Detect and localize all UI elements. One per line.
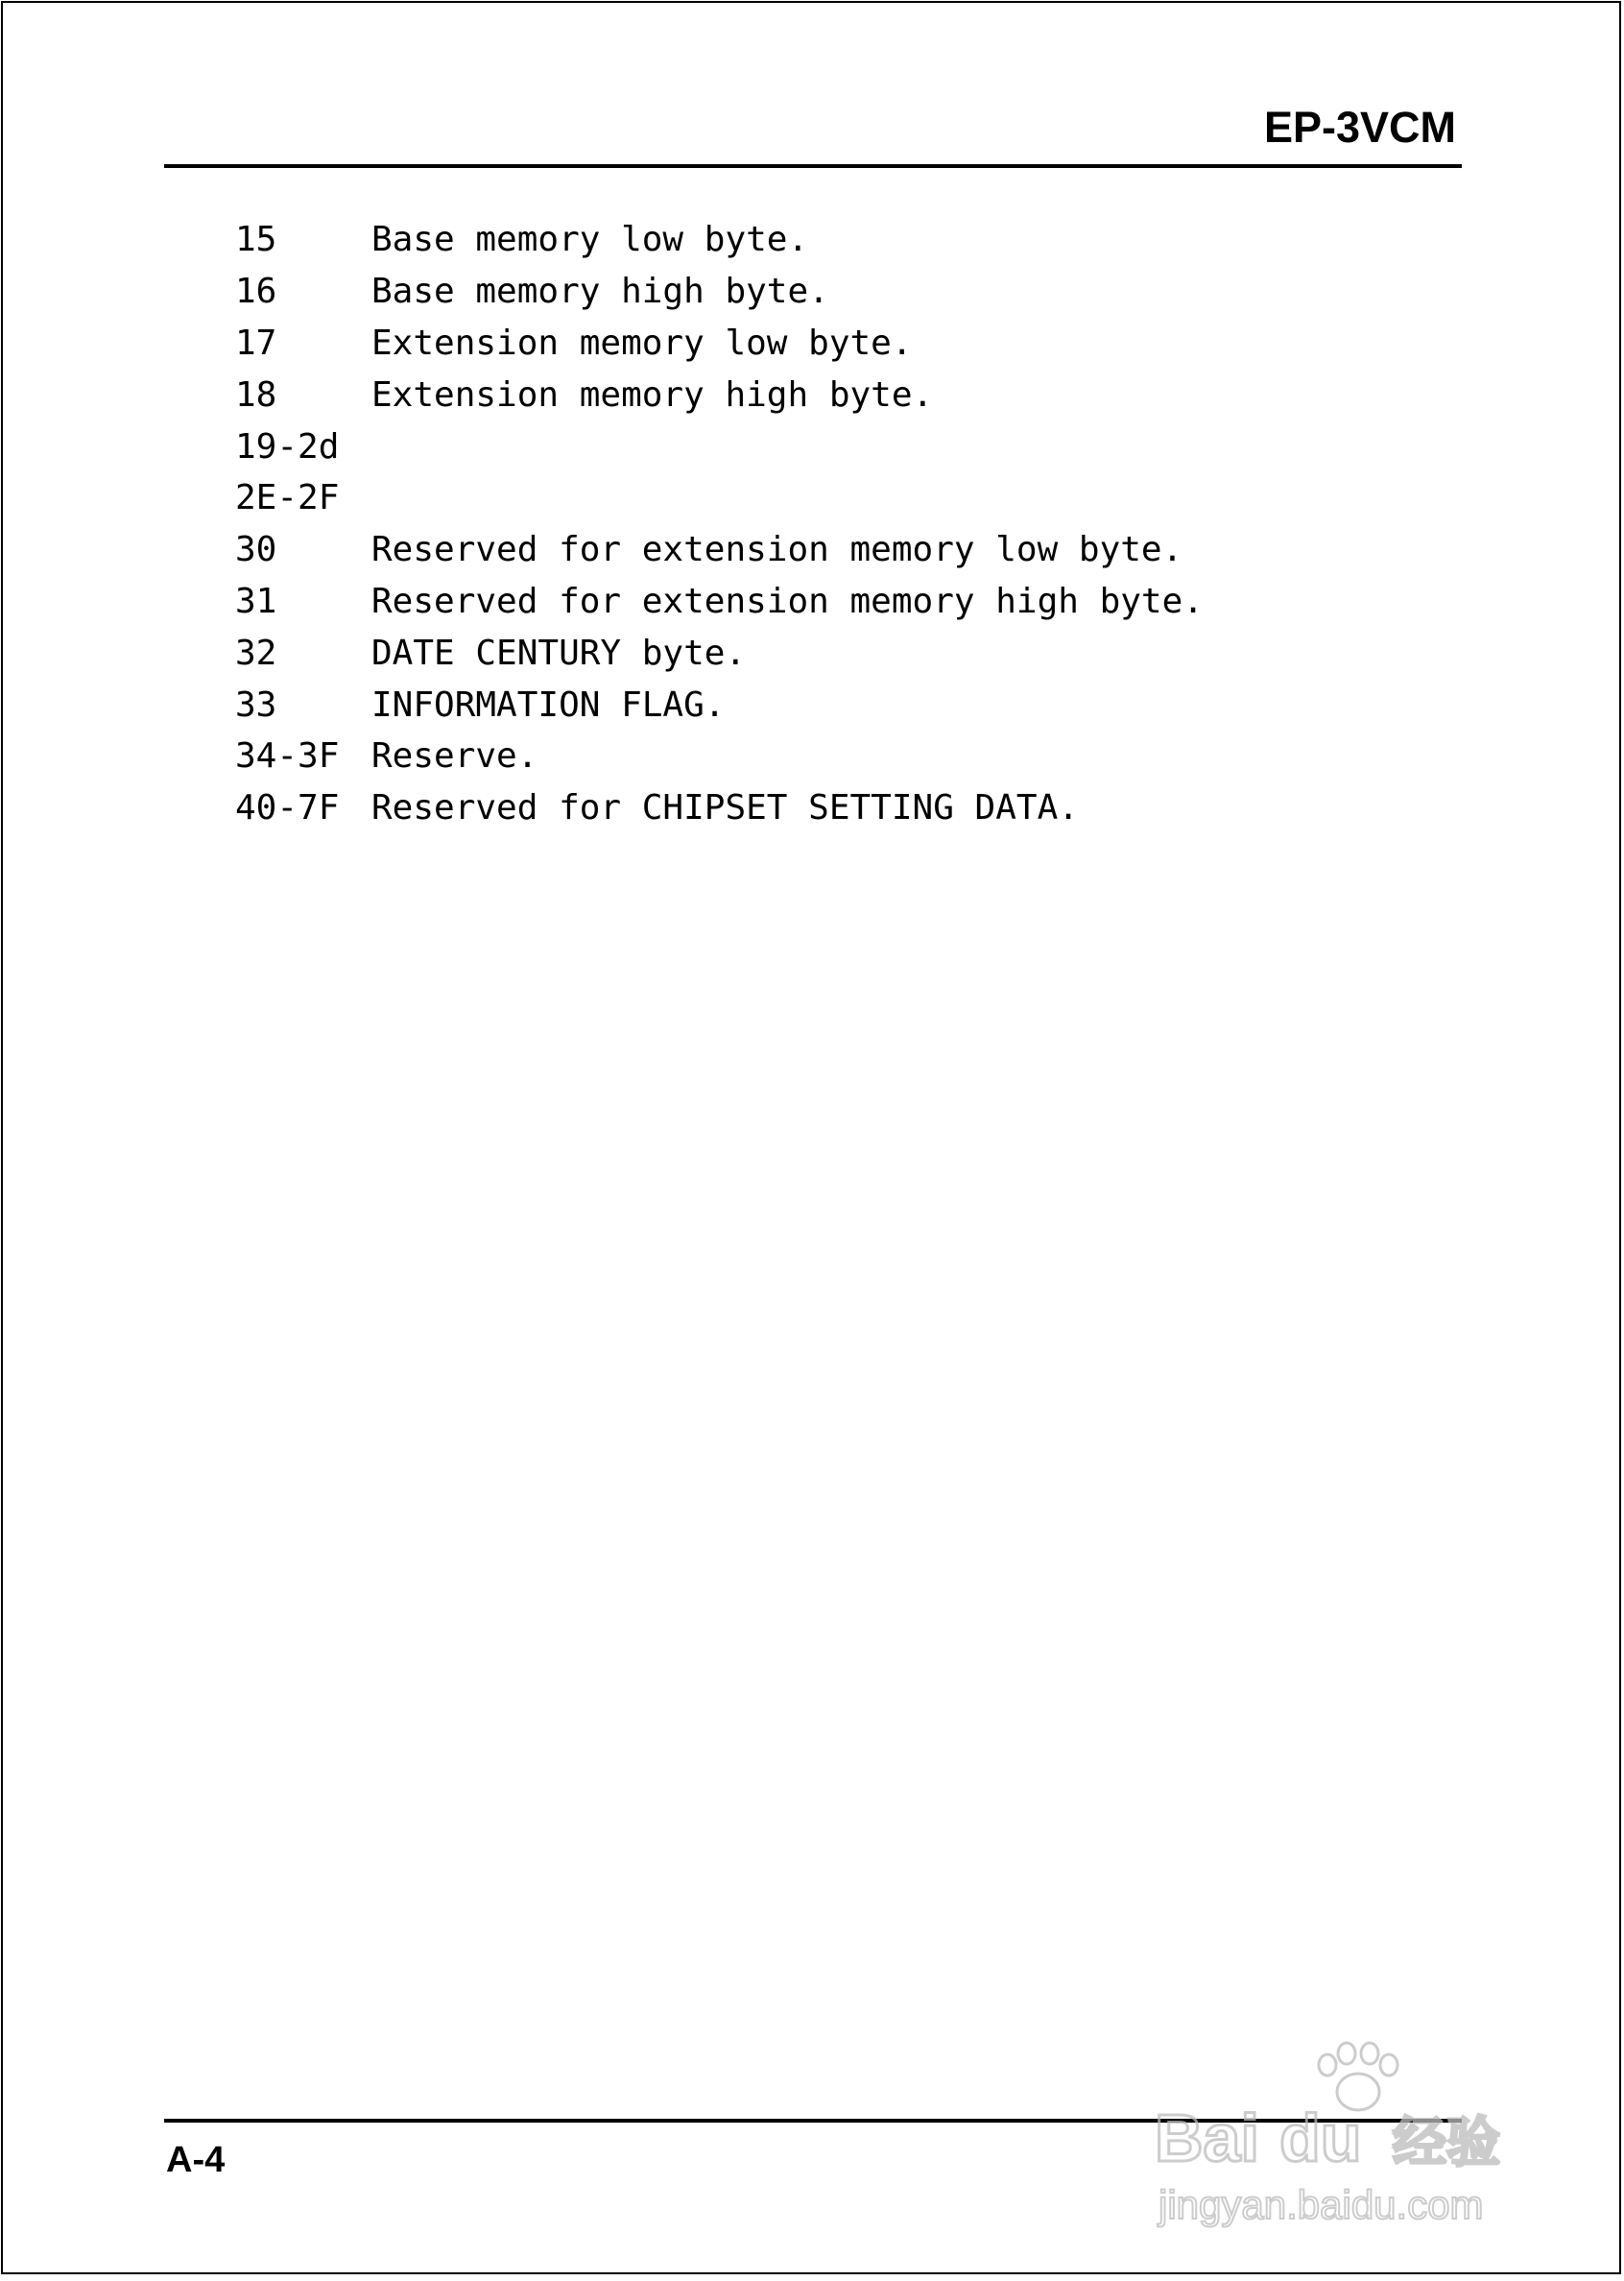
list-item [235, 369, 1204, 420]
register-index: 17 [235, 323, 277, 363]
register-index: 18 [235, 374, 277, 415]
baidu-watermark-logo [1155, 2036, 1539, 2238]
register-index: 33 [235, 684, 277, 725]
register-description: Reserved for extension memory low byte. [371, 530, 1183, 570]
register-description: Extension memory low byte. [371, 323, 913, 363]
register-index: 34-3F [235, 736, 340, 777]
list-item [235, 420, 1204, 472]
register-index: 32 [235, 633, 277, 673]
list-item [235, 731, 1204, 782]
register-description: Base memory low byte. [371, 220, 809, 260]
svg-text:经验: 经验 [1393, 2112, 1500, 2174]
cmos-register-list [235, 214, 1204, 834]
register-description: Base memory high byte. [371, 272, 829, 312]
svg-text:du: du [1279, 2101, 1362, 2175]
register-description: Extension memory high byte. [371, 374, 934, 415]
header-divider [164, 164, 1462, 168]
register-description: Reserved for extension memory high byte. [371, 581, 1204, 621]
register-description: DATE CENTURY byte. [371, 633, 747, 673]
page-number: A-4 [166, 2140, 226, 2180]
register-index: 40-7F [235, 788, 340, 828]
svg-text:jingyan.baidu.com: jingyan.baidu.com [1158, 2182, 1484, 2227]
register-index: 16 [235, 272, 277, 312]
list-item [235, 266, 1204, 318]
list-item [235, 472, 1204, 524]
register-index: 2E-2F [235, 478, 340, 518]
page-frame [1, 1, 1621, 2274]
list-item [235, 782, 1204, 834]
list-item [235, 524, 1204, 576]
list-item [235, 214, 1204, 266]
header-model-title: EP-3VCM [1263, 103, 1456, 152]
register-description: Reserved for CHIPSET SETTING DATA. [371, 788, 1079, 828]
register-index: 30 [235, 530, 277, 570]
list-item [235, 627, 1204, 679]
list-item [235, 576, 1204, 628]
register-description: INFORMATION FLAG. [371, 684, 726, 725]
register-index: 31 [235, 581, 277, 621]
svg-text:Bai: Bai [1155, 2101, 1259, 2175]
register-index: 19-2d [235, 426, 340, 467]
list-item [235, 318, 1204, 370]
list-item [235, 679, 1204, 731]
register-index: 15 [235, 220, 277, 260]
register-description: Reserve. [371, 736, 538, 777]
